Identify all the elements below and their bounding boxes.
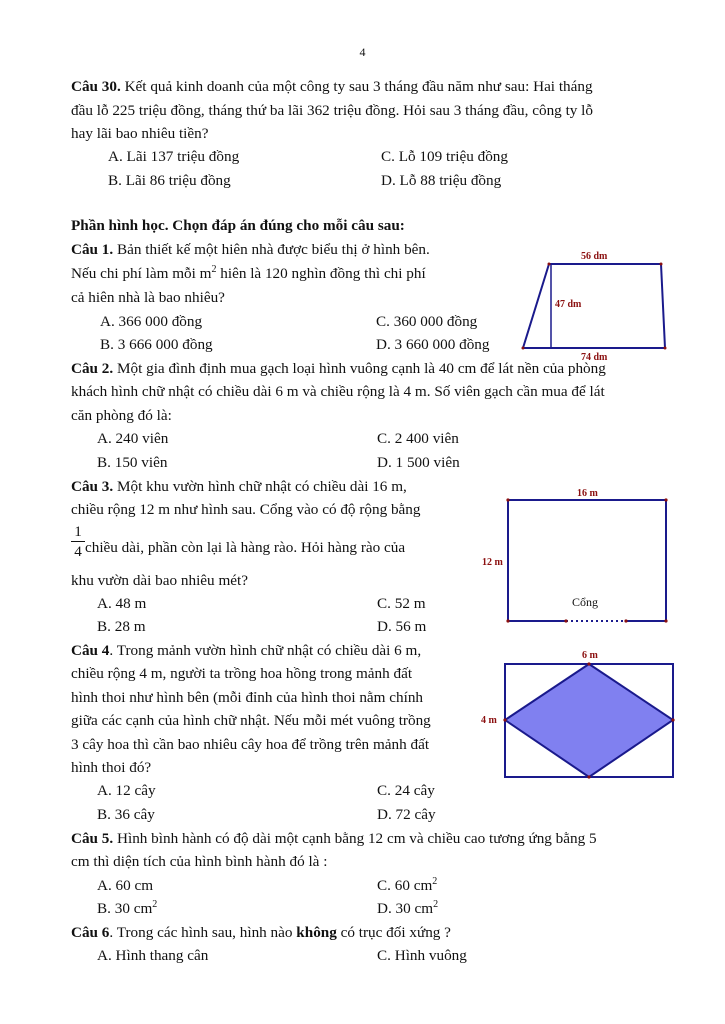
g3-text-1: Một khu vườn hình chữ nhật có chiều dài 16 m, (113, 478, 407, 495)
g4-line-5: 3 cây hoa thì cần bao nhiêu cây hoa để trồng trên mảnh đất (71, 736, 430, 753)
rhombus-figure (478, 646, 678, 786)
q30-option-c: C. Lỗ 109 triệu đồng (381, 148, 508, 165)
g4-option-a: A. 12 cây (97, 782, 156, 799)
garden-gate-label: Cổng (572, 595, 599, 609)
g6-text-a: . Trong các hình sau, hình nào (109, 924, 297, 941)
g5-option-a-text: A. 60 cm (97, 877, 154, 894)
g1-line-1 (71, 240, 430, 260)
g1-option-b: B. 3 666 000 đồng (100, 336, 213, 353)
g1-line-2 (71, 264, 426, 284)
g6-text-b: có trục đối xứng ? (336, 924, 451, 941)
g1-option-d: D. 3 660 000 đồng (376, 336, 490, 353)
g2-line-1 (71, 359, 606, 379)
g1-text-1: Bản thiết kế một hiên nhà được biểu thị ở hình bên. (113, 241, 430, 258)
g1-text-2a: Nếu chi phí làm mỗi m (71, 265, 212, 282)
g1-sup: 2 (211, 263, 217, 275)
g3-line-1 (71, 477, 407, 497)
q30-option-a: A. Lãi 137 triệu đồng (108, 148, 240, 165)
g5-option-d (377, 899, 438, 919)
g4-line-4: giữa các cạnh của hình chữ nhật. Nếu mỗi mét vuông trồng (71, 712, 431, 729)
g4-line-2: chiều rộng 4 m, người ta trồng hoa hồng trong mảnh đất (71, 665, 413, 682)
g3-option-c: C. 52 m (377, 595, 426, 612)
g5-option-d-text: D. 30 cm (377, 900, 434, 917)
trapezoid-height-label: 47 dm (555, 299, 582, 310)
g3-option-d: D. 56 m (377, 618, 427, 635)
g6-label: Câu 6 (71, 924, 110, 941)
g6-option-c: C. Hình vuông (377, 947, 467, 964)
g6-option-a: A. Hình thang cân (97, 947, 209, 964)
g5-line-1 (71, 829, 597, 849)
g5-option-b-text: B. 30 cm (97, 900, 153, 917)
g3-line-3: chiều dài, phần còn lại là hàng rào. Hỏi hàng rào của (85, 539, 406, 556)
g2-text-1: Một gia đình định mua gạch loại hình vuông cạnh là 40 cm để lát nền của phòng (113, 360, 606, 377)
g2-option-c: C. 2 400 viên (377, 430, 459, 447)
g1-label: Câu 1. (71, 241, 114, 258)
g5-label: Câu 5. (71, 830, 114, 847)
g1-text-2b: hiên là 120 nghìn đồng thì chi phí (216, 265, 426, 282)
g5-option-a (97, 876, 153, 896)
page-number: 4 (359, 45, 366, 59)
trapezoid-top-label: 56 dm (581, 251, 608, 262)
g5-option-b (97, 899, 157, 919)
g5-option-c-text: C. 60 cm (377, 877, 433, 894)
g2-option-a: A. 240 viên (97, 430, 169, 447)
garden-width-label: 12 m (482, 557, 503, 568)
g1-line-3: cả hiên nhà là bao nhiêu? (71, 289, 225, 306)
g4-label: Câu 4 (71, 642, 110, 659)
g4-line-6: hình thoi đó? (71, 759, 152, 776)
g3-fraction (71, 523, 85, 560)
garden-length-label: 16 m (577, 488, 598, 499)
g5-option-d-sup: 2 (433, 898, 439, 910)
g4-line-3: hình thoi như hình bên (mỗi đỉnh của hình thoi nằm chính (71, 689, 424, 706)
g5-option-c (377, 876, 437, 896)
trapezoid-figure (515, 244, 675, 366)
g3-frac-numerator: 1 (74, 523, 82, 540)
q30-option-b: B. Lãi 86 triệu đồng (108, 172, 231, 189)
g2-option-d: D. 1 500 viên (377, 454, 460, 471)
g6-text-bold: không (296, 924, 337, 941)
g3-option-a: A. 48 m (97, 595, 147, 612)
g3-option-b: B. 28 m (97, 618, 146, 635)
g4-option-c: C. 24 cây (377, 782, 435, 799)
q30-line-3: hay lãi bao nhiêu tiền? (71, 125, 209, 142)
g2-line-3: căn phòng đó là: (71, 407, 172, 424)
g3-label: Câu 3. (71, 478, 114, 495)
g2-label: Câu 2. (71, 360, 114, 377)
g5-text-1: Hình bình hành có độ dài một cạnh bằng 12 cm và chiều cao tương ứng bằng 5 (113, 830, 597, 847)
g3-frac-denominator: 4 (74, 543, 82, 560)
g5-option-c-sup: 2 (432, 875, 438, 887)
g4-text-1: . Trong mảnh vườn hình chữ nhật có chiều dài 6 m, (109, 642, 422, 659)
rhombus-width-label: 4 m (481, 715, 497, 726)
q30-option-d: D. Lỗ 88 triệu đồng (381, 172, 502, 189)
g2-option-b: B. 150 viên (97, 454, 168, 471)
g2-line-2: khách hình chữ nhật có chiều dài 6 m và chiều rộng là 4 m. Số viên gạch cần mua để lát (71, 383, 605, 400)
g4-line-1 (71, 641, 421, 661)
g6-line-1 (71, 923, 451, 943)
g1-option-c: C. 360 000 đồng (376, 313, 478, 330)
q30-label: Câu 30. (71, 78, 121, 95)
g4-option-b: B. 36 cây (97, 806, 155, 823)
g4-option-d: D. 72 cây (377, 806, 436, 823)
q30-text-1: Kết quả kinh doanh của một công ty sau 3 tháng đầu năm như sau: Hai tháng (120, 78, 593, 95)
rhombus-length-label: 6 m (582, 650, 598, 661)
g1-option-a: A. 366 000 đồng (100, 313, 203, 330)
q30-line-2: đầu lỗ 225 triệu đồng, tháng thứ ba lãi 362 triệu đồng. Hỏi sau 3 tháng đầu, công ty lỗ (71, 102, 593, 119)
trapezoid-shape (523, 264, 665, 348)
q30-line-1 (71, 77, 593, 97)
trapezoid-bottom-label: 74 dm (581, 352, 608, 363)
g5-option-b-sup: 2 (152, 898, 158, 910)
rhombus-shape (505, 664, 673, 777)
geometry-heading: Phần hình học. Chọn đáp án đúng cho mỗi câu sau: (71, 217, 405, 234)
g3-line-4: khu vườn dài bao nhiêu mét? (71, 572, 248, 589)
g3-line-2: chiều rộng 12 m như hình sau. Cổng vào có độ rộng bằng (71, 501, 421, 518)
garden-rectangle-figure (478, 484, 678, 628)
g5-line-2: cm thì diện tích của hình bình hành đó là : (71, 853, 328, 870)
